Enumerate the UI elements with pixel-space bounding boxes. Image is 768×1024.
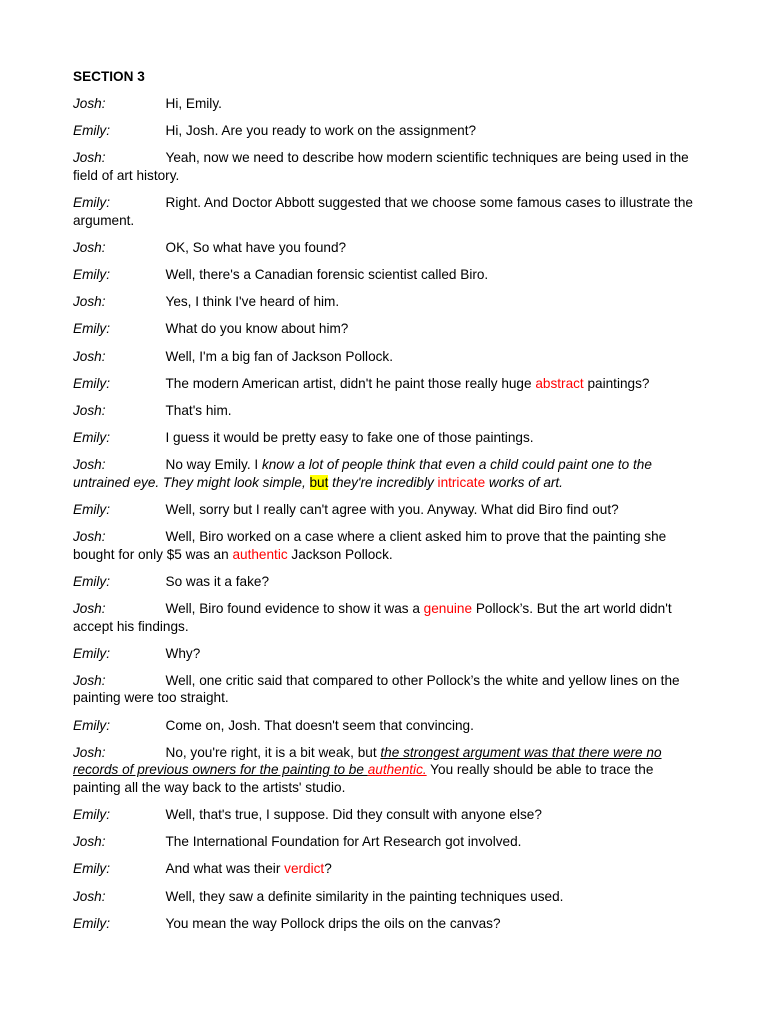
dialogue-text: Well, Biro found evidence to show it was a <box>165 601 424 616</box>
vocabulary-word: genuine <box>423 601 473 616</box>
dialogue-text: Yes, I think I've heard of him. <box>165 294 340 310</box>
dialogue-line <box>73 95 697 113</box>
speaker-name: Josh: <box>73 601 106 616</box>
speaker-name: Josh: <box>73 348 106 364</box>
speaker-name: Emily: <box>73 321 111 337</box>
dialogue-text: Yeah, now we need to describe how modern scientific techniques are being used in the field of art history. <box>73 150 689 183</box>
section-heading: SECTION 3 <box>73 69 145 84</box>
dialogue-line <box>73 456 697 491</box>
speaker-name: Josh: <box>73 744 106 760</box>
dialogue-text: Come on, Josh. That doesn't seem that convincing. <box>165 717 474 733</box>
speaker-name: Emily: <box>73 806 111 822</box>
speaker-name: Josh: <box>73 150 106 166</box>
speaker-name: Josh: <box>73 834 106 850</box>
dialogue-text: know a lot of people think that even a child could paint one to the untrained eye. They might look simple, <box>73 457 652 490</box>
dialogue-text: Well, I'm a big fan of Jackson Pollock. <box>165 348 393 364</box>
dialogue-line <box>73 266 697 284</box>
dialogue-text: they're incredibly <box>328 474 438 490</box>
dialogue-line <box>73 501 697 519</box>
dialogue-line <box>73 600 697 635</box>
dialogue-text: Well, that's true, I suppose. Did they consult with anyone else? <box>165 806 542 822</box>
dialogue-text: works of art. <box>485 474 563 490</box>
dialogue-text: What do you know about him? <box>165 321 349 337</box>
dialogue-text: Right. And Doctor Abbott suggested that we choose some famous cases to illustrate the argument. <box>73 195 693 228</box>
dialogue-text: Well, one critic said that compared to other Pollock’s the white and yellow lines on the painting were too straight. <box>73 672 680 706</box>
dialogue-line <box>73 833 697 851</box>
vocabulary-word: verdict <box>284 861 325 877</box>
speaker-name: Emily: <box>73 861 111 877</box>
dialogue-text: Well, they saw a definite similarity in the painting techniques used. <box>165 888 564 904</box>
dialogue-text: Hi, Josh. Are you ready to work on the assignment? <box>165 123 477 139</box>
dialogue-line <box>73 293 697 311</box>
dialogue-line <box>73 528 697 563</box>
dialogue-text: Well, Biro worked on a case where a client asked him to prove that the painting she bought for only $5 was an <box>73 529 667 562</box>
dialogue-line <box>73 860 697 878</box>
dialogue-line <box>73 672 697 707</box>
dialogue-line <box>73 320 697 338</box>
dialogue-line <box>73 744 697 797</box>
speaker-name: Josh: <box>73 529 106 545</box>
vocabulary-word: abstract <box>535 375 584 391</box>
dialogue-text: Pollock’s. But the art world didn't accept his findings. <box>73 601 672 634</box>
dialogue-line <box>73 717 697 735</box>
dialogue-line <box>73 645 697 663</box>
speaker-name: Josh: <box>73 96 106 111</box>
dialogue-line <box>73 429 697 447</box>
speaker-name: Emily: <box>73 195 111 211</box>
dialogue-text: And what was their <box>165 861 285 877</box>
dialogue-text: The modern American artist, didn't he paint those really huge <box>165 375 536 391</box>
dialogue-text: The International Foundation for Art Research got involved. <box>165 834 522 850</box>
speaker-name: Emily: <box>73 915 111 931</box>
dialogue-text: paintings? <box>583 375 650 391</box>
highlighted-word: but <box>309 474 329 490</box>
speaker-name: Emily: <box>73 430 111 446</box>
dialogue-text: ? <box>324 861 332 877</box>
vocabulary-word: intricate <box>437 474 486 490</box>
vocabulary-word: authentic. <box>367 762 427 778</box>
dialogue-line <box>73 806 697 824</box>
speaker-name: Emily: <box>73 123 111 139</box>
dialogue-text: OK, So what have you found? <box>165 239 347 255</box>
dialogue-text: You really should be able to trace the painting all the way back to the artists' studio. <box>73 762 654 795</box>
dialogue-line <box>73 573 697 591</box>
speaker-name: Emily: <box>73 573 111 589</box>
speaker-name: Josh: <box>73 457 106 473</box>
speaker-name: Emily: <box>73 266 111 282</box>
dialogue-line <box>73 888 697 906</box>
dialogue-line <box>73 375 697 393</box>
dialogue-text: No, you're right, it is a bit weak, but <box>165 744 381 760</box>
dialogue-line <box>73 194 697 229</box>
dialogue-text: Well, sorry but I really can't agree with you. Anyway. What did Biro find out? <box>165 501 619 517</box>
dialogue-lines <box>73 95 697 932</box>
dialogue-text: I guess it would be pretty easy to fake one of those paintings. <box>165 430 534 446</box>
dialogue-text: You mean the way Pollock drips the oils on the canvas? <box>165 915 501 931</box>
dialogue-line <box>73 122 697 140</box>
dialogue-text: Jackson Pollock. <box>287 546 393 562</box>
speaker-name: Emily: <box>73 717 111 733</box>
dialogue-line <box>73 915 697 933</box>
speaker-name: Josh: <box>73 239 106 255</box>
speaker-name: Emily: <box>73 375 111 391</box>
dialogue-line <box>73 149 697 184</box>
dialogue-text: the strongest argument was that there were no records of previous owners for the painting to be <box>73 744 662 778</box>
speaker-name: Josh: <box>73 888 106 904</box>
dialogue-text: No way Emily. I <box>165 457 262 473</box>
speaker-name: Josh: <box>73 294 106 310</box>
dialogue-text: Well, there's a Canadian forensic scientist called Biro. <box>165 266 489 282</box>
dialogue-text: So was it a fake? <box>165 573 270 589</box>
dialogue-line <box>73 402 697 420</box>
transcript <box>73 68 697 942</box>
vocabulary-word: authentic <box>232 546 288 562</box>
dialogue-line <box>73 348 697 366</box>
dialogue-text: Why? <box>165 645 201 661</box>
dialogue-text: That's him. <box>165 402 232 418</box>
speaker-name: Emily: <box>73 645 111 661</box>
dialogue-line <box>73 239 697 257</box>
speaker-name: Josh: <box>73 402 106 418</box>
speaker-name: Josh: <box>73 672 106 688</box>
speaker-name: Emily: <box>73 501 111 517</box>
dialogue-text: Hi, Emily. <box>165 96 222 111</box>
